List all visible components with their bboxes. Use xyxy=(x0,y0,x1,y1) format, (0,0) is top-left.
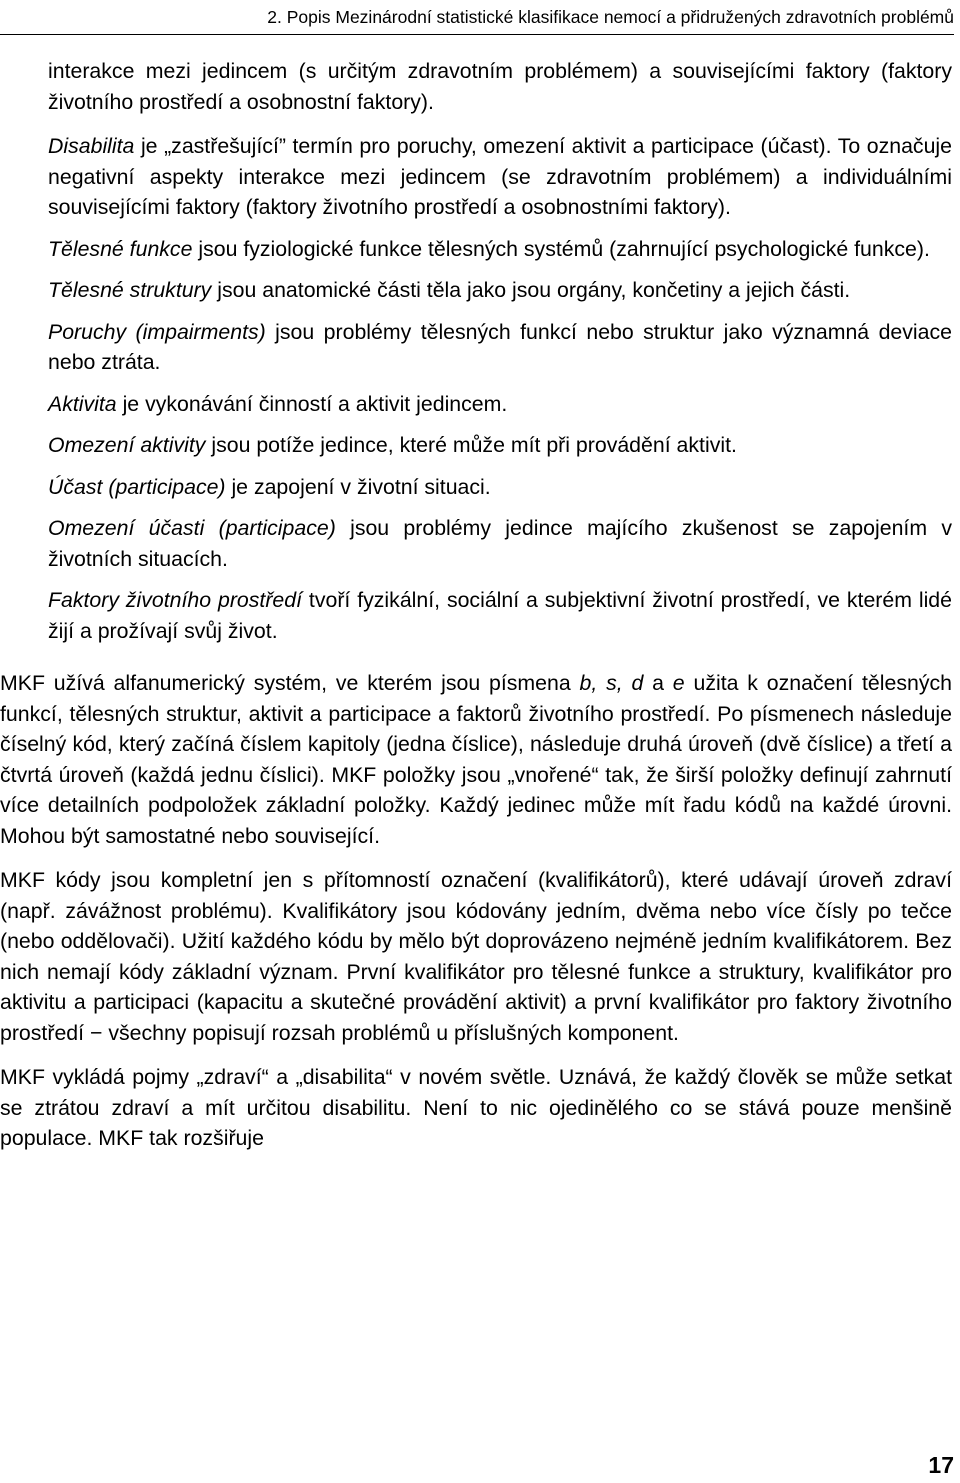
term-omezeni-aktivity: Omezení aktivity xyxy=(48,433,206,457)
definition-text-aktivita: je vykonávání činností a aktivit jedincem. xyxy=(116,391,508,416)
definition-text-telesne-struktury: jsou anatomické části těla jako jsou orgány, končetiny a jejich části. xyxy=(211,278,851,302)
running-header xyxy=(0,4,954,35)
term-telesne-struktury: Tělesné struktury xyxy=(48,278,212,302)
definition-faktory xyxy=(0,585,952,646)
definition-telesne-funkce xyxy=(0,234,952,265)
definition-telesne-struktury xyxy=(0,275,952,306)
term-poruchy: Poruchy (impairments) xyxy=(48,319,266,344)
definition-text-telesne-funkce: jsou fyziologické funkce tělesných systémů (zahrnující psychologické funkce). xyxy=(192,236,930,261)
paragraph-text: a xyxy=(643,671,673,695)
page-content xyxy=(0,56,952,1154)
letters-bsd: b, s, d xyxy=(579,671,644,695)
definition-text-faktory: tvoří fyzikální, sociální a subjektivní životní prostředí, ve kterém lidé žijí a prožívají svůj život. xyxy=(48,588,952,643)
term-aktivita: Aktivita xyxy=(48,391,117,416)
definition-disabilita xyxy=(0,131,952,223)
term-omezeni-ucasti: Omezení účasti (participace) xyxy=(48,516,336,540)
chapter-title: 2. Popis Mezinárodní statistické klasifikace nemocí a přidružených zdravotních problémů xyxy=(267,7,954,27)
letter-e: e xyxy=(672,671,685,695)
definition-poruchy xyxy=(0,317,952,378)
term-telesne-funkce: Tělesné funkce xyxy=(48,236,193,261)
page-number: 17 xyxy=(928,1452,954,1478)
definition-text-omezeni-aktivity: jsou potíže jedince, které může mít při provádění aktivit. xyxy=(205,433,737,457)
definition-text-disabilita: je „zastřešující” termín pro poruchy, omezení aktivit a participace (účast). To označuje negativní aspekty interakce mezi jedincem (se zdravotním problémem) a individuálními souvisejícími faktory (faktory životního prostředí a osobnostními faktory). xyxy=(48,134,952,219)
definition-text-poruchy: jsou problémy tělesných funkcí nebo struktur jako významná deviace nebo ztráta. xyxy=(48,319,952,374)
paragraph-intro-tail: interakce mezi jedincem (s určitým zdravotním problémem) a souvisejícími faktory (faktory životního prostředí a osobnostní faktory). xyxy=(48,59,952,114)
definition-aktivita xyxy=(0,389,952,420)
paragraph-kvalifikatory: MKF kódy jsou kompletní jen s přítomností označení (kvalifikátorů), které udávají úroveň zdraví (např. závážnost problému). Kvalifikátory jsou kódovány jedním, dvěma nebo více čísly po tečce (nebo oddělovači). Užití každého kódu by mělo být doprovázeno nejméně jedním kvalifikátorem. Bez nich nemají kódy základní význam. První kvalifikátor pro tělesné funkce a struktury, kvalifikátor pro aktivitu a participaci (kapacitu a skutečné provádění aktivit) a první kvalifikátor pro faktory životního prostředí − všechny popisují rozsah problémů u příslušných komponent. xyxy=(0,868,952,1045)
term-disabilita: Disabilita xyxy=(48,134,135,158)
paragraph-pojmy: MKF vykládá pojmy „zdraví“ a „disabilita“ v novém světle. Uznává, že každý člověk se může setkat se ztrátou zdraví a mít určitou disabilitu. Není to nic ojedinělého co se stává pouze menšině populace. MKF tak rozšiřuje xyxy=(0,1065,952,1150)
definition-omezeni-aktivity xyxy=(0,430,952,461)
definition-text-omezeni-ucasti: jsou problémy jedince majícího zkušenost se zapojením v životních situacích. xyxy=(48,516,953,571)
paragraph-alfanumericky-system xyxy=(0,668,952,851)
definition-ucast xyxy=(0,472,952,503)
term-faktory: Faktory životního prostředí xyxy=(48,588,303,612)
paragraph-text: MKF užívá alfanumerický systém, ve kterém jsou písmena xyxy=(0,671,580,695)
term-ucast: Účast (participace) xyxy=(48,474,226,499)
definition-omezeni-ucasti xyxy=(0,513,952,574)
definition-text-ucast: je zapojení v životní situaci. xyxy=(225,474,491,499)
paragraph-text: užita k označení tělesných funkcí, tělesných struktur, aktivit a participace a faktorů životního prostředí. Po písmenech následuje číselný kód, který začíná číslem kapitoly (jedna číslice), následuje druhá úroveň (dvě číslice) a třetí a čtvrtá úroveň (každá jednu číslici). MKF položky jsou „vnořené“ tak, že širší položky definují zahrnutí více detailních podpoložek základní položky. Každý jedinec může mít řadu kódů na každé úrovni. Mohou být samostatné nebo související. xyxy=(0,671,952,848)
